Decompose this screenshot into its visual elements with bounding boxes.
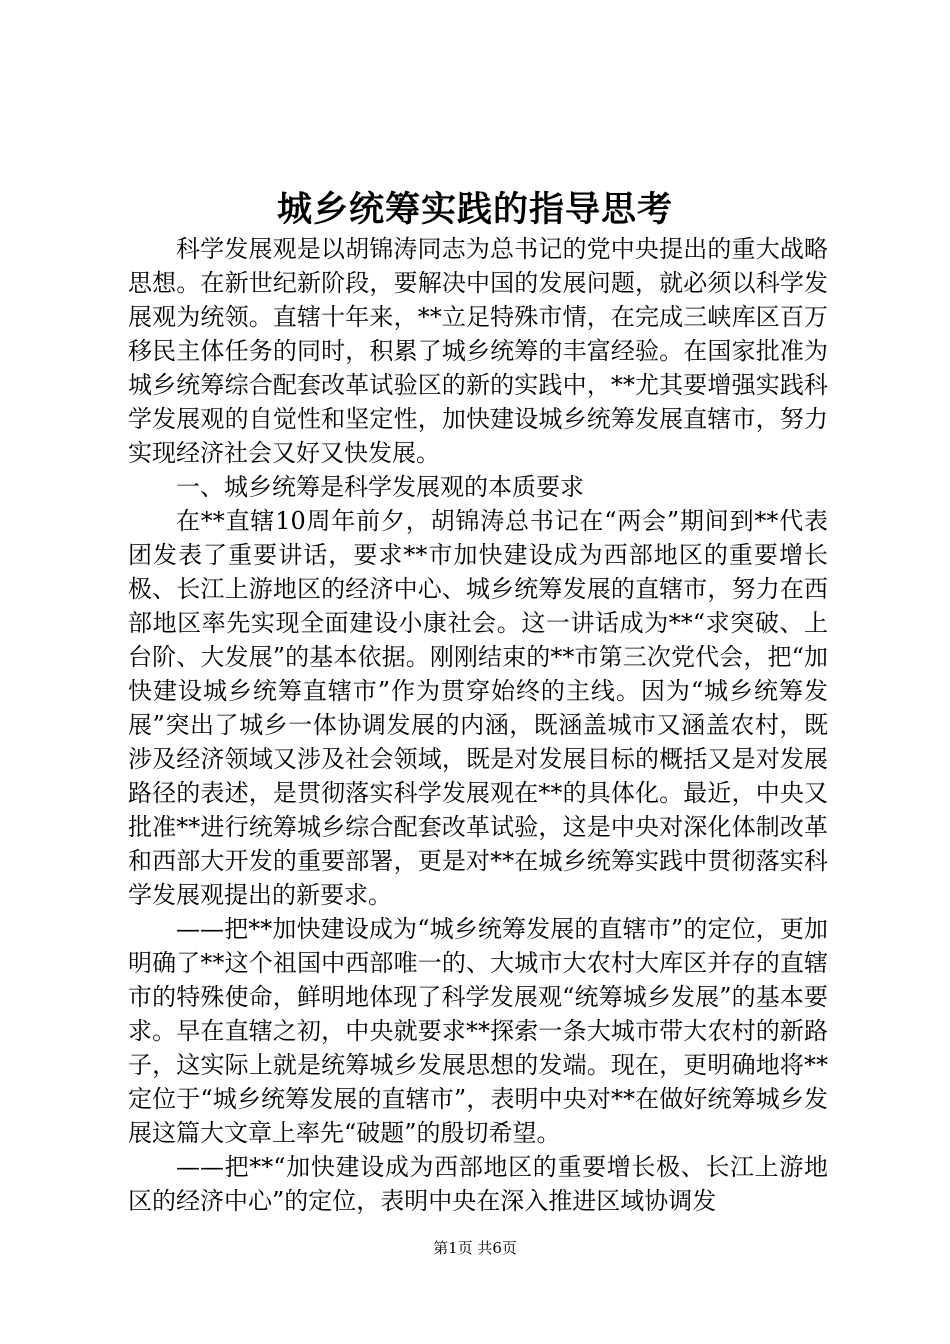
section-heading: 一、城乡统筹是科学发展观的本质要求 <box>176 473 584 501</box>
paragraph: 在**直辖10周年前夕，胡锦涛总书记在“两会”期间到**代表团发表了重要讲话，要求**市加快建设成为西部地区的重要增长极、长江上游地区的经济中心、城乡统筹发展的直辖市，努力在西部地区率先实现全面建设小康社会。这一讲话成为**“求突破、上台阶、大发展”的基本依据。刚刚结束的**市第三次党代会，把“加快建设城乡统筹直辖市”作为贯穿始终的主线。因为“城乡统筹发展”突出了城乡一体协调发展的内涵，既涵盖城市又涵盖农村，既涉及经济领域又涉及社会领域，既是对发展目标的概括又是对发展路径的表述，是贯彻落实科学发展观在**的具体化。最近，中央又批准**进行统筹城乡综合配套改革试验，这是中央对深化体制改革和西部大开发的重要部署，更是对**在城乡统筹实践中贯彻落实科学发展观提出的新要求。 <box>128 507 828 909</box>
page-footer: 第1页 共6页 <box>433 1239 517 1257</box>
paragraph: ——把**加快建设成为“城乡统筹发展的直辖市”的定位，更加明确了**这个祖国中西部唯一的、大城市大农村大库区并存的直辖市的特殊使命，鲜明地体现了科学发展观“统筹城乡发展”的基本要求。早在直辖之初，中央就要求**探索一条大城市带大农村的新路子，这实际上就是统筹城乡发展思想的发端。现在，更明确地将**定位于“城乡统筹发展的直辖市”，表明中央对**在做好统筹城乡发展这篇大文章上率先“破题”的殷切希望。 <box>128 915 828 1147</box>
paragraph: ——把**“加快建设成为西部地区的重要增长极、长江上游地区的经济中心”的定位，表明中央在深入推进区域协调发 <box>128 1153 828 1215</box>
paragraph-intro: 科学发展观是以胡锦涛同志为总书记的党中央提出的重大战略思想。在新世纪新阶段，要解决中国的发展问题，就必须以科学发展观为统领。直辖十年来，**立足特殊市情，在完成三峡库区百万移民主体任务的同时，积累了城乡统筹的丰富经验。在国家批准为城乡统筹综合配套改革试验区的新的实践中，**尤其要增强实践科学发展观的自觉性和坚定性，加快建设城乡统筹发展直辖市，努力实现经济社会又好又快发展。 <box>128 235 828 467</box>
document-title: 城乡统筹实践的指导思考 <box>276 189 673 230</box>
document-body <box>128 232 828 1218</box>
